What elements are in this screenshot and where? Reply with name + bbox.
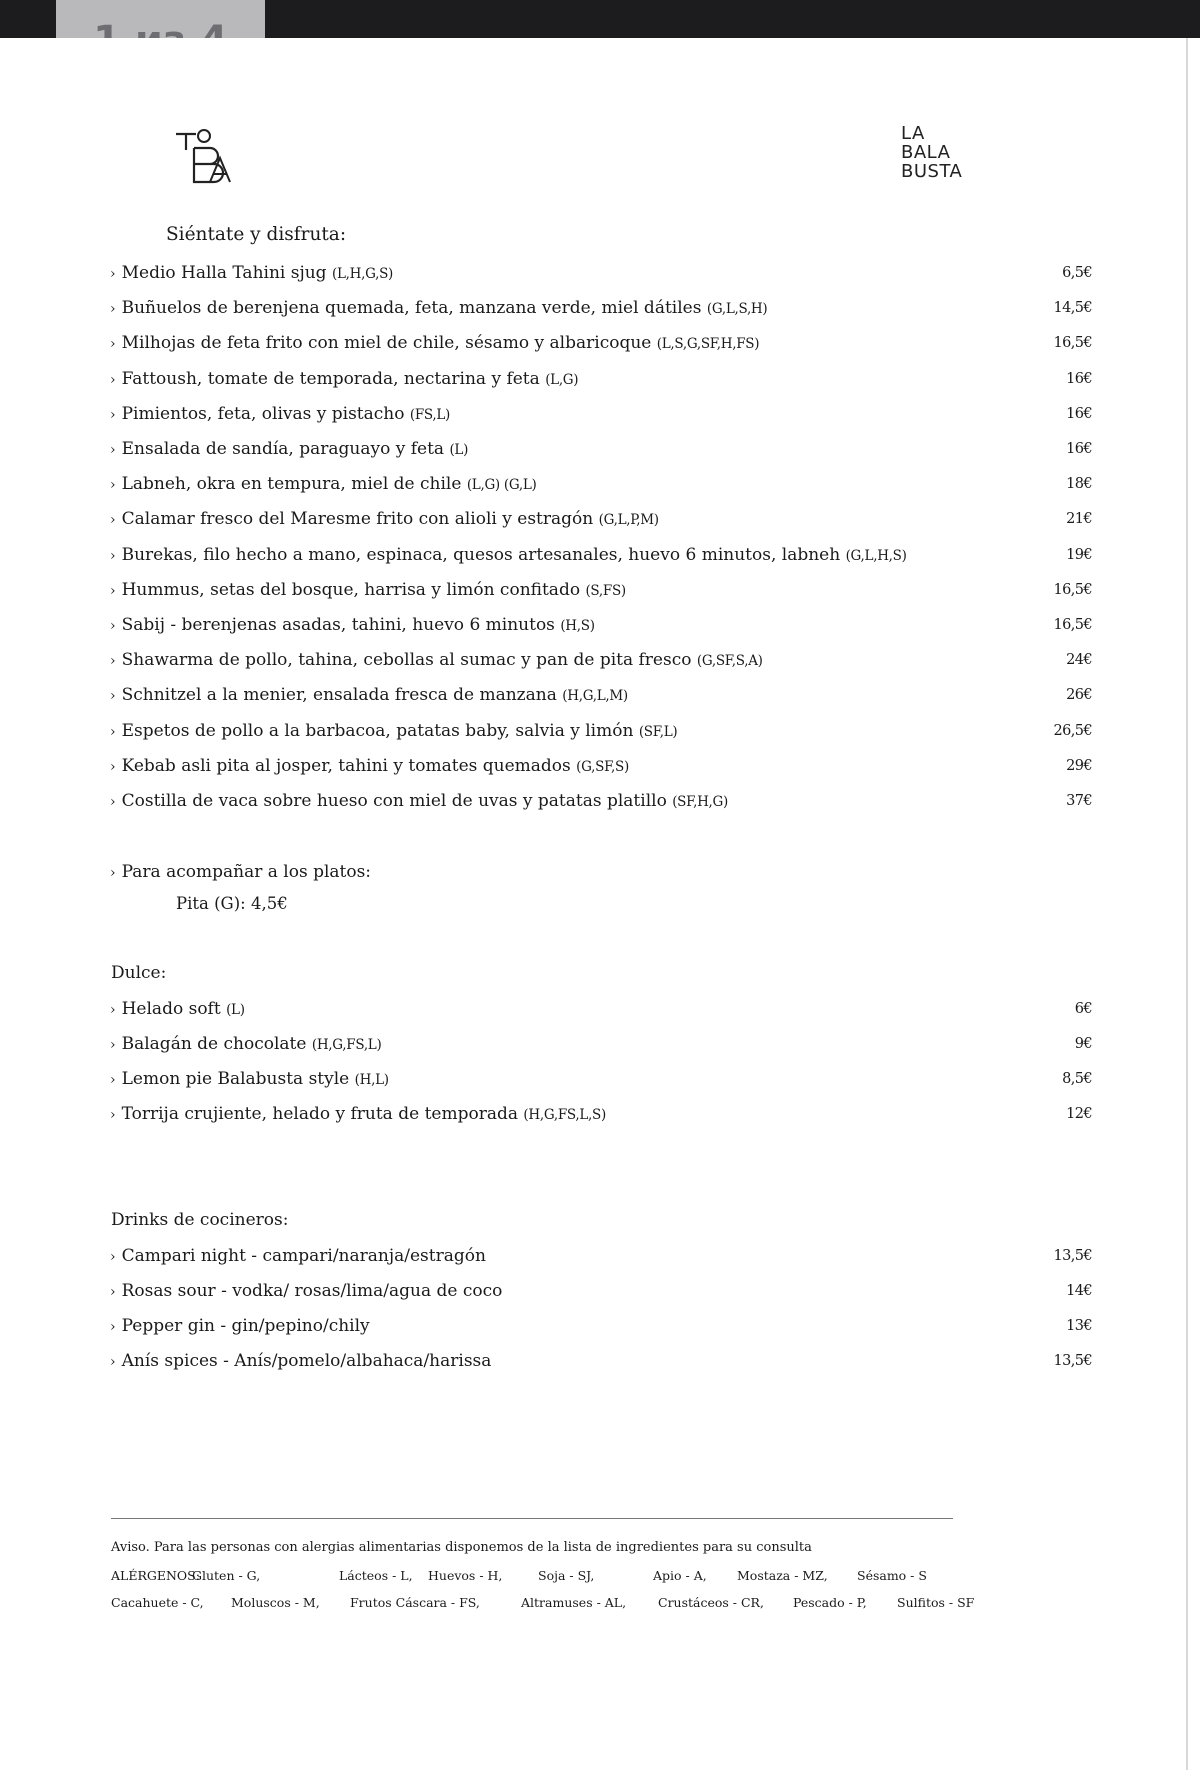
drink-item xyxy=(110,1346,1092,1376)
item-allergens: (L) xyxy=(226,1002,245,1018)
item-title: Anís spices - Anís/pomelo/albahaca/harissa xyxy=(121,1351,492,1371)
dessert-item xyxy=(110,1099,1092,1129)
allergen-entry: Soja - SJ, xyxy=(538,1568,595,1583)
drink-item xyxy=(110,1276,1092,1306)
allergen-entry: Pescado - P, xyxy=(793,1595,867,1610)
bullet-icon: › xyxy=(110,1249,116,1265)
item-price: 6€ xyxy=(1074,1001,1092,1017)
allergen-entry: Apio - A, xyxy=(653,1568,707,1583)
item-name xyxy=(110,369,578,389)
item-title: Pimientos, feta, olivas y pistacho xyxy=(121,403,405,424)
item-price: 12€ xyxy=(1066,1106,1092,1122)
item-title: Lemon pie Balabusta style xyxy=(121,1069,350,1089)
bullet-icon: › xyxy=(110,301,116,318)
item-name xyxy=(110,615,595,635)
dessert-item xyxy=(110,1064,1092,1094)
menu-item xyxy=(110,786,1092,816)
menu-item xyxy=(110,575,1092,605)
section-title-drinks: Drinks de cocineros: xyxy=(111,1210,289,1230)
menu-item xyxy=(110,469,1092,499)
item-title: Pepper gin - gin/pepino/chily xyxy=(121,1316,370,1336)
item-name xyxy=(110,298,767,318)
bullet-icon: › xyxy=(110,1284,116,1300)
item-price: 19€ xyxy=(1066,546,1092,563)
menu-item xyxy=(110,399,1092,429)
section-title-main: Siéntate y disfruta: xyxy=(166,224,347,245)
item-allergens: (L,G) (G,L) xyxy=(466,477,537,494)
dessert-item xyxy=(110,994,1092,1024)
item-allergens: (G,SF,S) xyxy=(576,758,629,775)
item-name xyxy=(110,404,450,424)
item-name xyxy=(110,999,245,1019)
item-name xyxy=(110,439,468,459)
item-name xyxy=(110,1316,370,1336)
bullet-icon: › xyxy=(110,512,116,529)
item-price: 8,5€ xyxy=(1062,1071,1092,1087)
item-title: Sabij - berenjenas asadas, tahini, huevo 6 minutos xyxy=(121,615,555,635)
item-name xyxy=(110,1104,606,1124)
item-title: Espetos de pollo a la barbacoa, patatas baby, salvia y limón xyxy=(121,720,634,741)
allergen-entry: Frutos Cáscara - FS, xyxy=(350,1595,480,1610)
item-price: 16€ xyxy=(1066,441,1092,457)
bullet-icon: › xyxy=(110,618,116,634)
menu-item xyxy=(110,716,1092,746)
section-title-dessert: Dulce: xyxy=(111,963,167,983)
menu-item xyxy=(110,504,1092,534)
bullet-icon: › xyxy=(110,1037,116,1053)
bullet-icon: › xyxy=(110,336,116,353)
item-price: 16,5€ xyxy=(1053,617,1092,633)
item-name xyxy=(110,756,629,776)
item-allergens: (SF,H,G) xyxy=(672,794,729,810)
bullet-icon: › xyxy=(110,477,116,494)
item-title: Torrija crujiente, helado y fruta de temporada xyxy=(121,1104,518,1124)
item-allergens: (H,G,FS,L,S) xyxy=(523,1107,606,1123)
bullet-icon: › xyxy=(110,1072,116,1088)
bullet-icon: › xyxy=(110,653,116,670)
item-allergens: (S,FS) xyxy=(585,582,626,599)
allergen-entry: Huevos - H, xyxy=(428,1568,503,1583)
item-allergens: (G,L,P,M) xyxy=(598,512,659,529)
sides-item-pita: Pita (G): 4,5€ xyxy=(176,894,288,913)
item-price: 16,5€ xyxy=(1053,335,1092,352)
bullet-icon: › xyxy=(110,758,116,775)
menu-item xyxy=(110,540,1092,570)
item-price: 14€ xyxy=(1066,1283,1092,1299)
item-price: 13,5€ xyxy=(1053,1353,1092,1369)
item-title: Labneh, okra en tempura, miel de chile xyxy=(121,474,462,495)
item-price: 6,5€ xyxy=(1062,265,1092,281)
item-allergens: (H,S) xyxy=(560,618,595,634)
bullet-icon: › xyxy=(110,1319,116,1335)
item-title: Campari night - campari/naranja/estragón xyxy=(121,1246,486,1266)
item-price: 37€ xyxy=(1066,793,1092,809)
bullet-icon: › xyxy=(110,406,116,423)
item-allergens: (G,SF,S,A) xyxy=(696,653,763,670)
item-name xyxy=(110,1069,389,1089)
menu-item xyxy=(110,645,1092,675)
item-allergens: (L,G) xyxy=(545,371,579,388)
item-price: 14,5€ xyxy=(1053,300,1092,317)
bullet-icon: › xyxy=(110,688,116,705)
item-price: 13,5€ xyxy=(1053,1248,1092,1264)
item-allergens: (H,G,FS,L) xyxy=(311,1037,382,1053)
allergen-entry: Mostaza - MZ, xyxy=(737,1568,828,1583)
dessert-item xyxy=(110,1029,1092,1059)
item-allergens: (G,L,H,S) xyxy=(845,547,907,564)
menu-item xyxy=(110,751,1092,781)
item-price: 18€ xyxy=(1066,476,1092,493)
menu-item xyxy=(110,610,1092,640)
item-title: Rosas sour - vodka/ rosas/lima/agua de coco xyxy=(121,1281,503,1301)
item-title: Kebab asli pita al josper, tahini y tomates quemados xyxy=(121,755,571,776)
allergy-notice: Aviso. Para las personas con alergias alimentarias disponemos de la lista de ingredientes para su consulta xyxy=(111,1540,812,1555)
item-name xyxy=(110,333,759,353)
item-allergens: (H,G,L,M) xyxy=(562,688,628,705)
allergen-entry: Moluscos - M, xyxy=(231,1595,320,1610)
item-name xyxy=(110,545,907,565)
bullet-icon: › xyxy=(110,371,116,388)
item-price: 13€ xyxy=(1066,1318,1092,1334)
item-name xyxy=(110,474,537,494)
item-name xyxy=(110,791,728,811)
bullet-icon: › xyxy=(110,723,116,740)
item-allergens: (L,S,G,SF,H,FS) xyxy=(656,336,760,353)
item-name xyxy=(110,1351,491,1371)
allergen-entry: Sésamo - S xyxy=(857,1568,927,1583)
item-price: 16€ xyxy=(1066,405,1092,422)
item-title: Burekas, filo hecho a mano, espinaca, quesos artesanales, huevo 6 minutos, labneh xyxy=(121,544,841,565)
allergen-entry: Sulfitos - SF xyxy=(897,1595,975,1610)
bullet-icon: › xyxy=(110,582,116,599)
item-name xyxy=(110,721,677,741)
item-name xyxy=(110,1034,381,1054)
item-price: 26€ xyxy=(1066,687,1092,704)
bullet-icon: › xyxy=(110,266,116,282)
menu-item xyxy=(110,434,1092,464)
item-allergens: (H,L) xyxy=(354,1072,389,1088)
item-name xyxy=(110,509,659,529)
allergen-entry: Altramuses - AL, xyxy=(521,1595,627,1610)
la-balabusta-logo: LA BALA BUSTA xyxy=(901,123,963,182)
item-title: Costilla de vaca sobre hueso con miel de uvas y patatas platillo xyxy=(121,791,667,811)
bullet-icon: › xyxy=(110,1107,116,1123)
item-allergens: (FS,L) xyxy=(409,406,451,423)
drink-item xyxy=(110,1241,1092,1271)
item-name xyxy=(110,263,393,283)
item-title: Buñuelos de berenjena quemada, feta, manzana verde, miel dátiles xyxy=(121,298,702,319)
item-allergens: (G,L,S,H) xyxy=(706,301,768,318)
item-price: 26,5€ xyxy=(1053,722,1092,739)
item-title: Fattoush, tomate de temporada, nectarina y feta xyxy=(121,368,540,389)
item-title: Helado soft xyxy=(121,999,221,1019)
item-name xyxy=(110,650,763,670)
menu-item xyxy=(110,680,1092,710)
bullet-icon: › xyxy=(110,442,116,458)
item-name xyxy=(110,1281,502,1301)
bullet-icon: › xyxy=(110,547,116,564)
item-title: Ensalada de sandía, paraguayo y feta xyxy=(121,439,445,459)
menu-item xyxy=(110,258,1092,288)
item-title: Calamar fresco del Maresme frito con alioli y estragón xyxy=(121,509,594,530)
item-name xyxy=(110,685,628,705)
item-price: 16€ xyxy=(1066,370,1092,387)
item-title: Schnitzel a la menier, ensalada fresca de manzana xyxy=(121,685,557,706)
item-title: Balagán de chocolate xyxy=(121,1034,307,1054)
item-price: 16,5€ xyxy=(1053,581,1092,598)
item-name xyxy=(110,580,626,600)
item-allergens: (L,H,G,S) xyxy=(331,266,393,282)
item-price: 9€ xyxy=(1074,1036,1092,1052)
item-title: Hummus, setas del bosque, harrisa y limón confitado xyxy=(121,579,581,600)
footer-divider xyxy=(111,1518,953,1519)
allergen-entry: Crustáceos - CR, xyxy=(658,1595,764,1610)
bullet-icon: › xyxy=(110,1354,116,1370)
item-price: 29€ xyxy=(1066,757,1092,774)
menu-item xyxy=(110,328,1092,358)
drink-item xyxy=(110,1311,1092,1341)
item-title: Medio Halla Tahini sjug xyxy=(121,263,327,283)
menu-item xyxy=(110,364,1092,394)
item-allergens: (SF,L) xyxy=(638,723,678,740)
item-price: 24€ xyxy=(1066,652,1092,669)
item-title: Shawarma de pollo, tahina, cebollas al sumac y pan de pita fresco xyxy=(121,650,692,671)
bullet-icon: › xyxy=(110,794,116,810)
bullet-icon: › xyxy=(110,1002,116,1018)
allergen-entry: Gluten - G, xyxy=(192,1568,261,1583)
item-name xyxy=(110,1246,486,1266)
menu-item xyxy=(110,293,1092,323)
item-allergens: (L) xyxy=(449,442,469,458)
allergen-entry: Cacahuete - C, xyxy=(111,1595,204,1610)
sides-heading: › Para acompañar a los platos: xyxy=(110,862,372,882)
allergens-label: ALÉRGENOS: xyxy=(111,1568,200,1583)
item-price: 21€ xyxy=(1066,511,1092,528)
item-title: Milhojas de feta frito con miel de chile, sésamo y albaricoque xyxy=(121,333,652,354)
toba-logo xyxy=(174,128,240,186)
allergen-entry: Lácteos - L, xyxy=(339,1568,413,1583)
